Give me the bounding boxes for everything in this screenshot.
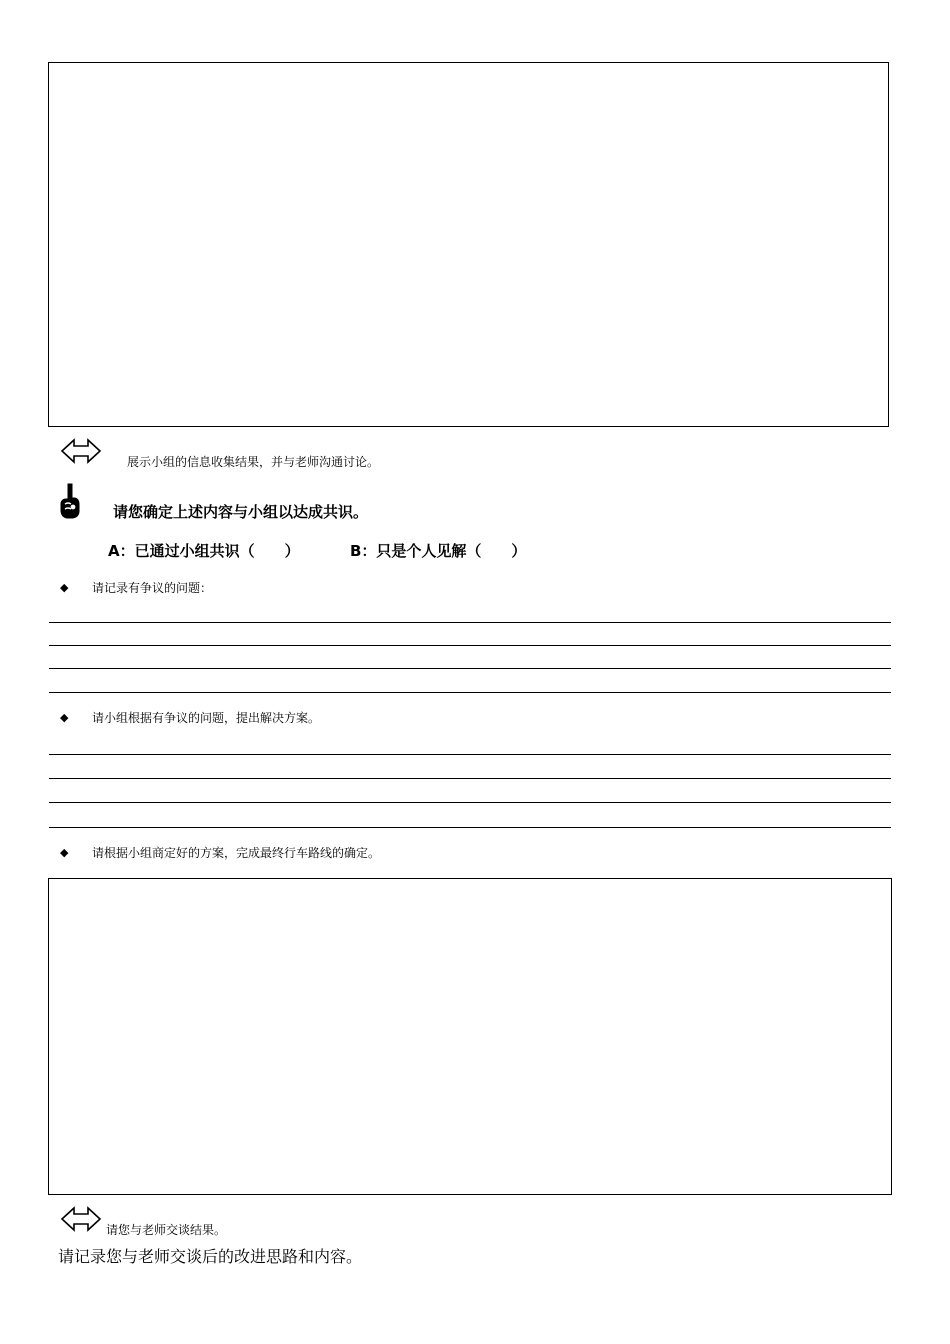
- dispute-label: 请记录有争议的问题：: [92, 581, 213, 595]
- consensus-prompt: 请您确定上述内容与小组以达成共识。: [113, 503, 369, 521]
- route-label: 请根据小组商定好的方案，完成最终行车路线的确定。: [92, 846, 381, 860]
- teacher-record-text: 请记录您与老师交谈后的改进思路和内容。: [58, 1247, 363, 1266]
- option-b-personal[interactable]: B：只是个人见解（ ）: [350, 542, 527, 560]
- dispute-line-1[interactable]: [49, 622, 891, 623]
- dispute-line-4[interactable]: [49, 692, 891, 693]
- discuss-instruction: 展示小组的信息收集结果，并与老师沟通讨论。: [127, 455, 380, 469]
- dispute-line-2[interactable]: [49, 645, 891, 646]
- teacher-result-text: 请您与老师交谈结果。: [106, 1223, 227, 1237]
- diamond-bullet-icon: ◆: [60, 711, 69, 724]
- solution-line-1[interactable]: [49, 754, 891, 755]
- route-drawing-box[interactable]: [48, 878, 892, 1195]
- solution-line-3[interactable]: [49, 802, 891, 803]
- diamond-bullet-icon: ◆: [60, 846, 69, 859]
- dispute-line-3[interactable]: [49, 668, 891, 669]
- pointing-hand-icon: [59, 482, 81, 520]
- option-a-consensus[interactable]: A：已通过小组共识（ ）: [108, 542, 300, 560]
- solution-line-4[interactable]: [49, 827, 891, 828]
- solution-label: 请小组根据有争议的问题，提出解决方案。: [92, 711, 321, 725]
- double-arrow-icon: [60, 1205, 102, 1233]
- double-arrow-icon: [60, 437, 102, 465]
- diamond-bullet-icon: ◆: [60, 581, 69, 594]
- solution-line-2[interactable]: [49, 778, 891, 779]
- info-collection-box[interactable]: [48, 62, 889, 427]
